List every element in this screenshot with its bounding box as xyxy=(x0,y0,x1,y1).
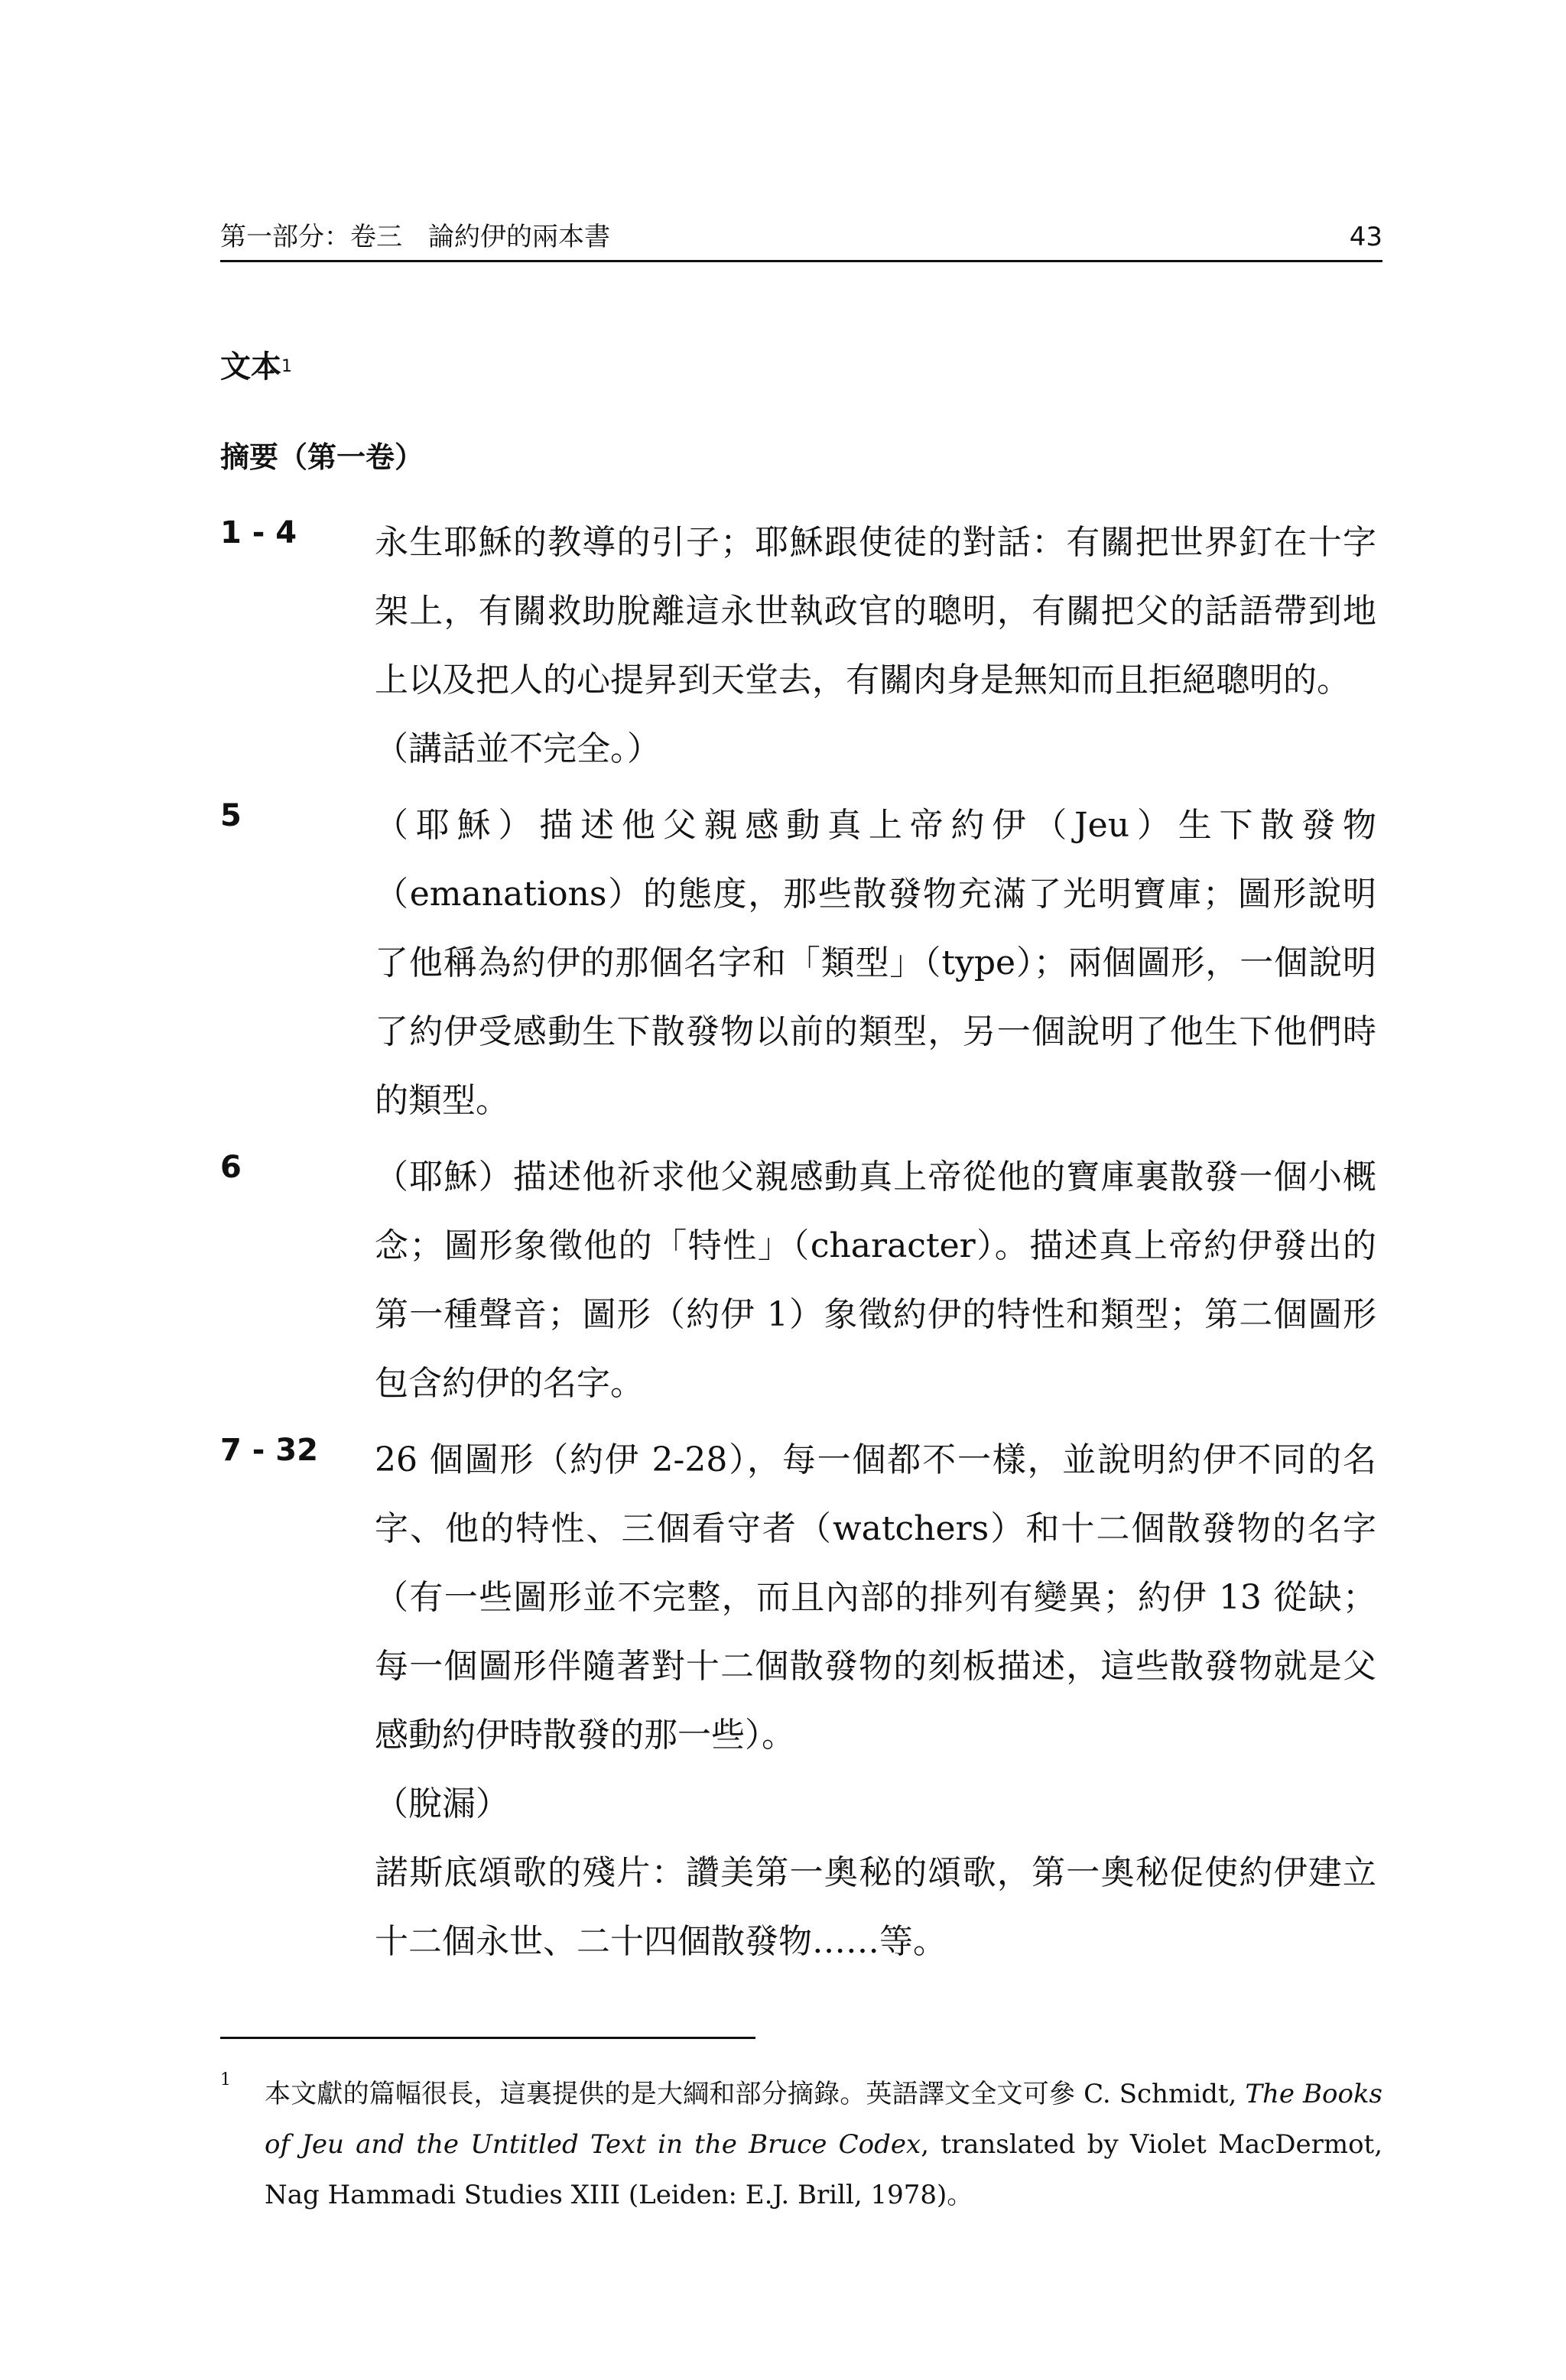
entry-paragraph: 26 個圖形（約伊 2-28），每一個都不一樣，並說明約伊不同的名字、他的特性、三個看守者（watchers）和十二個散發物的名字（有一些圖形並不完整，而且內部的排列有變異；約伊 13 從缺；每一個圖形伴隨著對十二個散發物的刻板描述，這些散發物就是父感動約伊時散發的那一些）。 xyxy=(375,1440,1376,1755)
footnote-divider xyxy=(220,2037,755,2039)
entry-body xyxy=(375,1143,1376,1418)
entry-paragraph: （講話並不完全。） xyxy=(375,729,661,768)
entry-reference: 5 xyxy=(220,798,242,833)
entry-paragraph: 諾斯底頌歌的殘片：讚美第一奧秘的頌歌，第一奧秘促使約伊建立十二個永世、二十四個散發物……等。 xyxy=(375,1853,1376,1961)
entry-paragraph: （耶穌）描述他父親感動真上帝約伊（Jeu）生下散發物（emanations）的態度，那些散發物充滿了光明寶庫；圖形說明了他稱為約伊的那個名字和「類型」（type）；兩個圖形，一個說明了約伊受感動生下散發物以前的類型，另一個說明了他生下他們時的類型。 xyxy=(375,806,1376,1120)
section-subtitle: 摘要（第一卷） xyxy=(220,440,424,474)
entry-paragraph: （脫漏） xyxy=(375,1784,509,1823)
footnote-mark: 1 xyxy=(220,2070,231,2089)
summary-entries xyxy=(220,508,1382,1976)
entry-body xyxy=(375,508,1376,784)
footnote-intro: 本文獻的篇幅很長，這裏提供的是大綱和部分摘錄。英語譯文全文可參 C. Schmidt, xyxy=(265,2079,1246,2109)
summary-entry xyxy=(220,791,1382,1135)
footnote-text xyxy=(265,2069,1382,2220)
footnote-book-title: The Books of Jeu and the Untitled Text in the Bruce Codex xyxy=(265,2079,1382,2160)
footnote-tail: , translated by Violet MacDermot, Nag Hammadi Studies XIII (Leiden: E.J. Brill, 1978)。 xyxy=(265,2129,1383,2210)
running-title: 第一部分：卷三 論約伊的兩本書 xyxy=(220,222,610,252)
running-header xyxy=(220,220,1382,262)
summary-entry xyxy=(220,508,1382,784)
section-title-text: 文本 xyxy=(220,349,281,385)
summary-entry xyxy=(220,1426,1382,1976)
footnote-reference: 1 xyxy=(281,357,292,376)
entry-body xyxy=(375,1426,1376,1976)
page-number: 43 xyxy=(1349,222,1382,252)
entry-reference: 7 - 32 xyxy=(220,1433,318,1468)
entry-paragraph: 永生耶穌的教導的引子；耶穌跟使徒的對話：有關把世界釘在十字架上，有關救助脫離這永世執政官的聰明，有關把父的話語帶到地上以及把人的心提昇到天堂去，有關肉身是無知而且拒絕聰明的。 xyxy=(375,523,1376,700)
entry-body xyxy=(375,791,1376,1135)
entry-reference: 6 xyxy=(220,1150,242,1185)
entry-reference: 1 - 4 xyxy=(220,515,297,550)
footnote xyxy=(220,2069,1382,2220)
summary-entry xyxy=(220,1143,1382,1418)
section-title xyxy=(220,348,292,386)
entry-paragraph: （耶穌）描述他祈求他父親感動真上帝從他的寶庫裏散發一個小概念；圖形象徵他的「特性」（character）。描述真上帝約伊發出的第一種聲音；圖形（約伊 1）象徵約伊的特性和類型；第二個圖形包含約伊的名字。 xyxy=(375,1158,1376,1403)
